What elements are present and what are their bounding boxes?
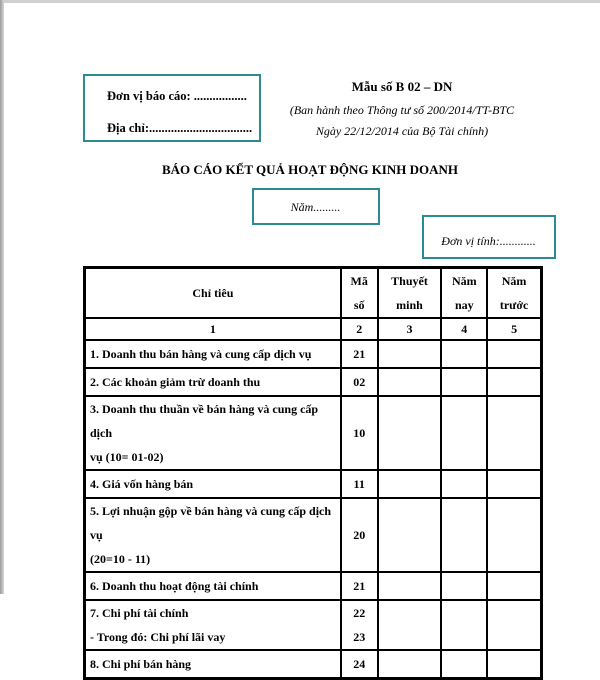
header-code: Mã số	[341, 268, 378, 318]
row-note-cell	[378, 470, 442, 498]
row-label: 5. Lợi nhuận gộp về bán hàng và cung cấp dịch vụ (20=10 - 11)	[85, 498, 341, 572]
column-number: 5	[487, 318, 541, 340]
table-row	[85, 498, 541, 572]
header-note: Thuyết minh	[378, 268, 442, 318]
column-number: 2	[341, 318, 378, 340]
row-this-year-cell	[441, 650, 487, 678]
row-label: 3. Doanh thu thuần về bán hàng và cung cấp dịch vụ (10= 01-02)	[85, 396, 341, 470]
circular-date: Ngày 22/12/2014 của Bộ Tài chính)	[315, 124, 489, 138]
row-code: 24	[341, 650, 378, 678]
row-label: 7. Chi phí tài chính - Trong đó: Chi phí lãi vay	[85, 600, 341, 650]
page-top-strip	[0, 0, 600, 3]
row-note-cell	[378, 498, 442, 572]
row-this-year-cell	[441, 470, 487, 498]
column-number-row	[85, 318, 541, 340]
table-header-row	[85, 268, 541, 318]
row-this-year-cell	[441, 340, 487, 368]
row-this-year-cell	[441, 396, 487, 470]
column-number: 3	[378, 318, 442, 340]
income-statement-table	[83, 266, 543, 680]
row-this-year-cell	[441, 368, 487, 396]
row-note-cell	[378, 396, 442, 470]
row-last-year-cell	[487, 650, 541, 678]
row-this-year-cell	[441, 498, 487, 572]
row-label: 1. Doanh thu bán hàng và cung cấp dịch vụ	[85, 340, 341, 368]
row-note-cell	[378, 340, 442, 368]
row-code: 21	[341, 340, 378, 368]
row-last-year-cell	[487, 368, 541, 396]
row-last-year-cell	[487, 396, 541, 470]
row-label: 2. Các khoản giảm trừ doanh thu	[85, 368, 341, 396]
row-note-cell	[378, 368, 442, 396]
table-row	[85, 396, 541, 470]
row-this-year-cell	[441, 572, 487, 600]
row-last-year-cell	[487, 470, 541, 498]
table-row	[85, 368, 541, 396]
reporting-unit-box	[83, 74, 261, 142]
row-code: 20	[341, 498, 378, 572]
row-code: 21	[341, 572, 378, 600]
page-title: BÁO CÁO KẾT QUẢ HOẠT ĐỘNG KINH DOANH	[161, 162, 459, 177]
reporting-unit-label: Đơn vị báo cáo: .................	[107, 89, 247, 103]
circular-reference: (Ban hành theo Thông tư số 200/2014/TT-BTC	[289, 103, 515, 117]
form-code: Mẫu số B 02 – DN	[351, 79, 453, 94]
year-box	[252, 188, 380, 225]
row-last-year-cell	[487, 572, 541, 600]
row-code: 22 23	[341, 600, 378, 650]
header-last-year: Năm trước	[487, 268, 541, 318]
row-label: 8. Chi phí bán hàng	[85, 650, 341, 678]
table-row	[85, 650, 541, 678]
row-this-year-cell	[441, 600, 487, 650]
row-note-cell	[378, 572, 442, 600]
table-row	[85, 572, 541, 600]
row-label: 6. Doanh thu hoạt động tài chính	[85, 572, 341, 600]
row-code: 02	[341, 368, 378, 396]
page-left-edge	[0, 0, 4, 594]
row-note-cell	[378, 600, 442, 650]
year-label: Năm.........	[290, 200, 341, 214]
row-code: 11	[341, 470, 378, 498]
table-row	[85, 340, 541, 368]
table-row	[85, 470, 541, 498]
currency-unit-box	[422, 215, 556, 259]
row-label: 4. Giá vốn hàng bán	[85, 470, 341, 498]
row-last-year-cell	[487, 340, 541, 368]
column-number: 4	[441, 318, 487, 340]
column-number: 1	[85, 318, 341, 340]
currency-unit-label: Đơn vị tính:............	[441, 234, 536, 248]
address-label: Địa chỉ:.................................	[107, 121, 253, 135]
row-last-year-cell	[487, 600, 541, 650]
table-row	[85, 600, 541, 650]
row-last-year-cell	[487, 498, 541, 572]
header-this-year: Năm nay	[441, 268, 487, 318]
row-code: 10	[341, 396, 378, 470]
row-note-cell	[378, 650, 442, 678]
header-indicator: Chỉ tiêu	[85, 268, 341, 318]
